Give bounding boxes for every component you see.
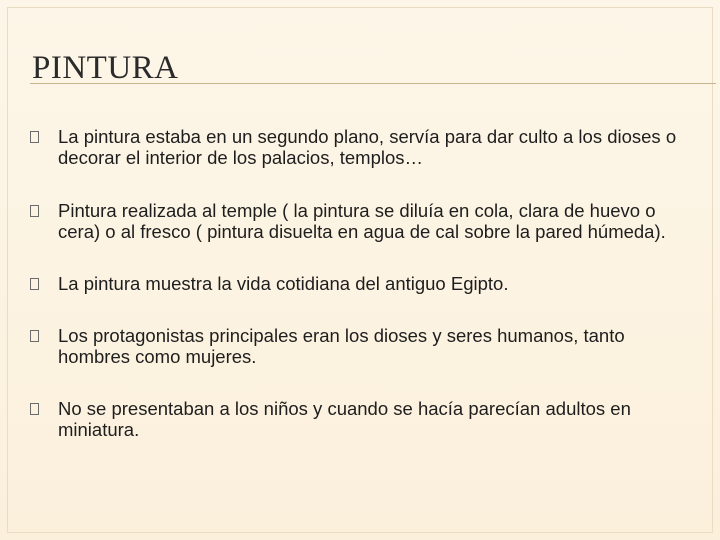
bullet-item (30, 325, 694, 367)
bullet-text: No se presentaban a los niños y cuando se hacía parecían adultos en miniatura. (58, 398, 631, 440)
bullet-marker-icon (30, 205, 39, 217)
bullet-item (30, 273, 694, 294)
bullet-item (30, 200, 694, 242)
bullet-marker-icon (30, 403, 39, 415)
bullet-marker-icon (30, 278, 39, 290)
bullet-text: La pintura estaba en un segundo plano, servía para dar culto a los dioses o decorar el interior de los palacios, templos… (58, 126, 677, 168)
bullet-text: La pintura muestra la vida cotidiana del antiguo Egipto. (58, 273, 509, 294)
bullet-marker-icon (30, 131, 39, 143)
bullet-text: Los protagonistas principales eran los dioses y seres humanos, tanto hombres como mujeres. (58, 325, 625, 367)
title-underline (30, 83, 716, 84)
bullet-list (30, 120, 694, 440)
bullet-marker-icon (30, 330, 39, 342)
bullet-item (30, 126, 694, 168)
slide-title: PINTURA (32, 50, 179, 86)
bullet-item (30, 398, 694, 440)
bullet-text: Pintura realizada al temple ( la pintura se diluía en cola, clara de huevo o cera) o al fresco ( pintura disuelta en agua de cal sobre la pared húmeda). (58, 200, 666, 242)
